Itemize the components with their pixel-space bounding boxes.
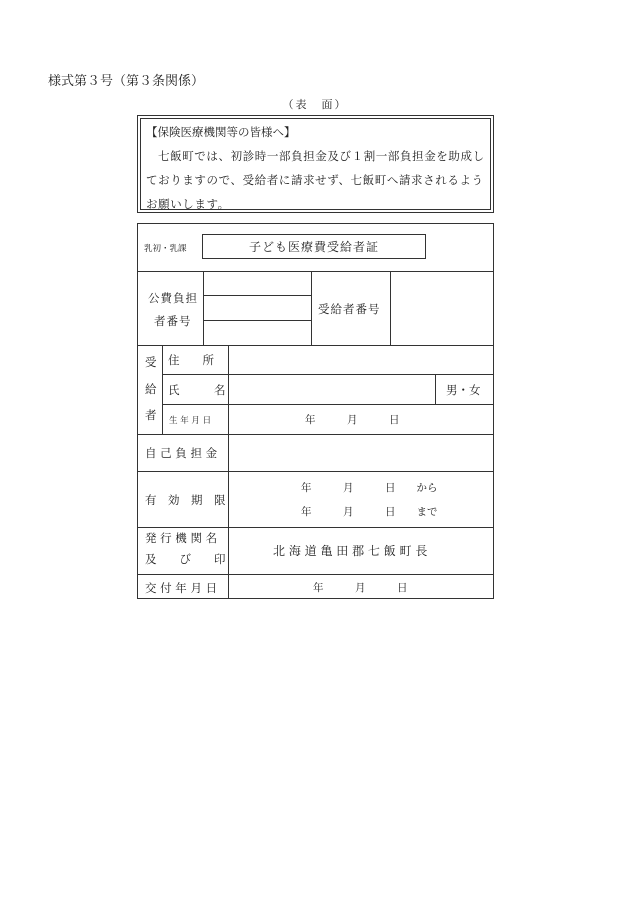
notice-heading: 【保険医療機関等の皆様へ】 xyxy=(146,125,296,139)
row-divider xyxy=(162,404,493,405)
sex-options: 男・女 xyxy=(446,383,481,397)
recipient-label-char: 給 xyxy=(145,382,157,396)
issuer-label: 発 行 機 関 名 xyxy=(145,531,218,545)
form-number: 様式第３号（第３条関係） xyxy=(48,74,205,89)
row-divider xyxy=(138,527,493,528)
issuer-label-2: 及 び 印 xyxy=(145,552,226,566)
row-divider xyxy=(138,434,493,435)
payer-number-divider xyxy=(203,320,311,321)
recipient-number-label: 受給者番号 xyxy=(318,302,381,316)
side-label: （表 面） xyxy=(282,98,348,111)
col-divider xyxy=(311,271,312,345)
row-divider xyxy=(138,471,493,472)
validity-to: 年 月 日 まで xyxy=(301,506,438,518)
row-divider xyxy=(138,271,493,272)
col-divider xyxy=(228,345,229,599)
payer-number-label-2: 者番号 xyxy=(154,314,192,328)
name-label: 氏 名 xyxy=(168,383,226,397)
payer-number-divider xyxy=(203,295,311,296)
recipient-label-char: 受 xyxy=(145,355,157,369)
col-divider xyxy=(203,271,204,345)
category-label: 乳初・乳課 xyxy=(144,244,187,254)
copay-label: 自 己 負 担 金 xyxy=(145,446,218,460)
address-label: 住 所 xyxy=(168,353,214,367)
row-divider xyxy=(138,345,493,346)
birthdate-label: 生 年 月 日 xyxy=(169,416,212,426)
recipient-label-char: 者 xyxy=(145,408,157,422)
validity-label: 有 効 期 限 xyxy=(145,493,226,507)
notice-box xyxy=(137,115,494,213)
medical-certificate-card xyxy=(137,223,494,599)
issuer-value: 北 海 道 亀 田 郡 七 飯 町 長 xyxy=(273,544,428,558)
issue-date-label: 交 付 年 月 日 xyxy=(145,581,218,595)
payer-number-label: 公費負担 xyxy=(148,291,198,305)
card-title: 子ども医療費受給者証 xyxy=(202,234,426,259)
validity-from: 年 月 日 から xyxy=(301,482,438,494)
row-divider xyxy=(162,374,493,375)
issue-date-value: 年 月 日 xyxy=(313,582,408,594)
col-divider xyxy=(390,271,391,345)
col-divider xyxy=(435,374,436,404)
birthdate-value: 年 月 日 xyxy=(305,414,400,426)
notice-body: 七飯町では、初診時一部負担金及び１割一部負担金を助成しておりますので、受給者に請求せず、七飯町へ請求されるようお願いします。 xyxy=(146,149,485,211)
col-divider xyxy=(162,345,163,434)
row-divider xyxy=(138,574,493,575)
